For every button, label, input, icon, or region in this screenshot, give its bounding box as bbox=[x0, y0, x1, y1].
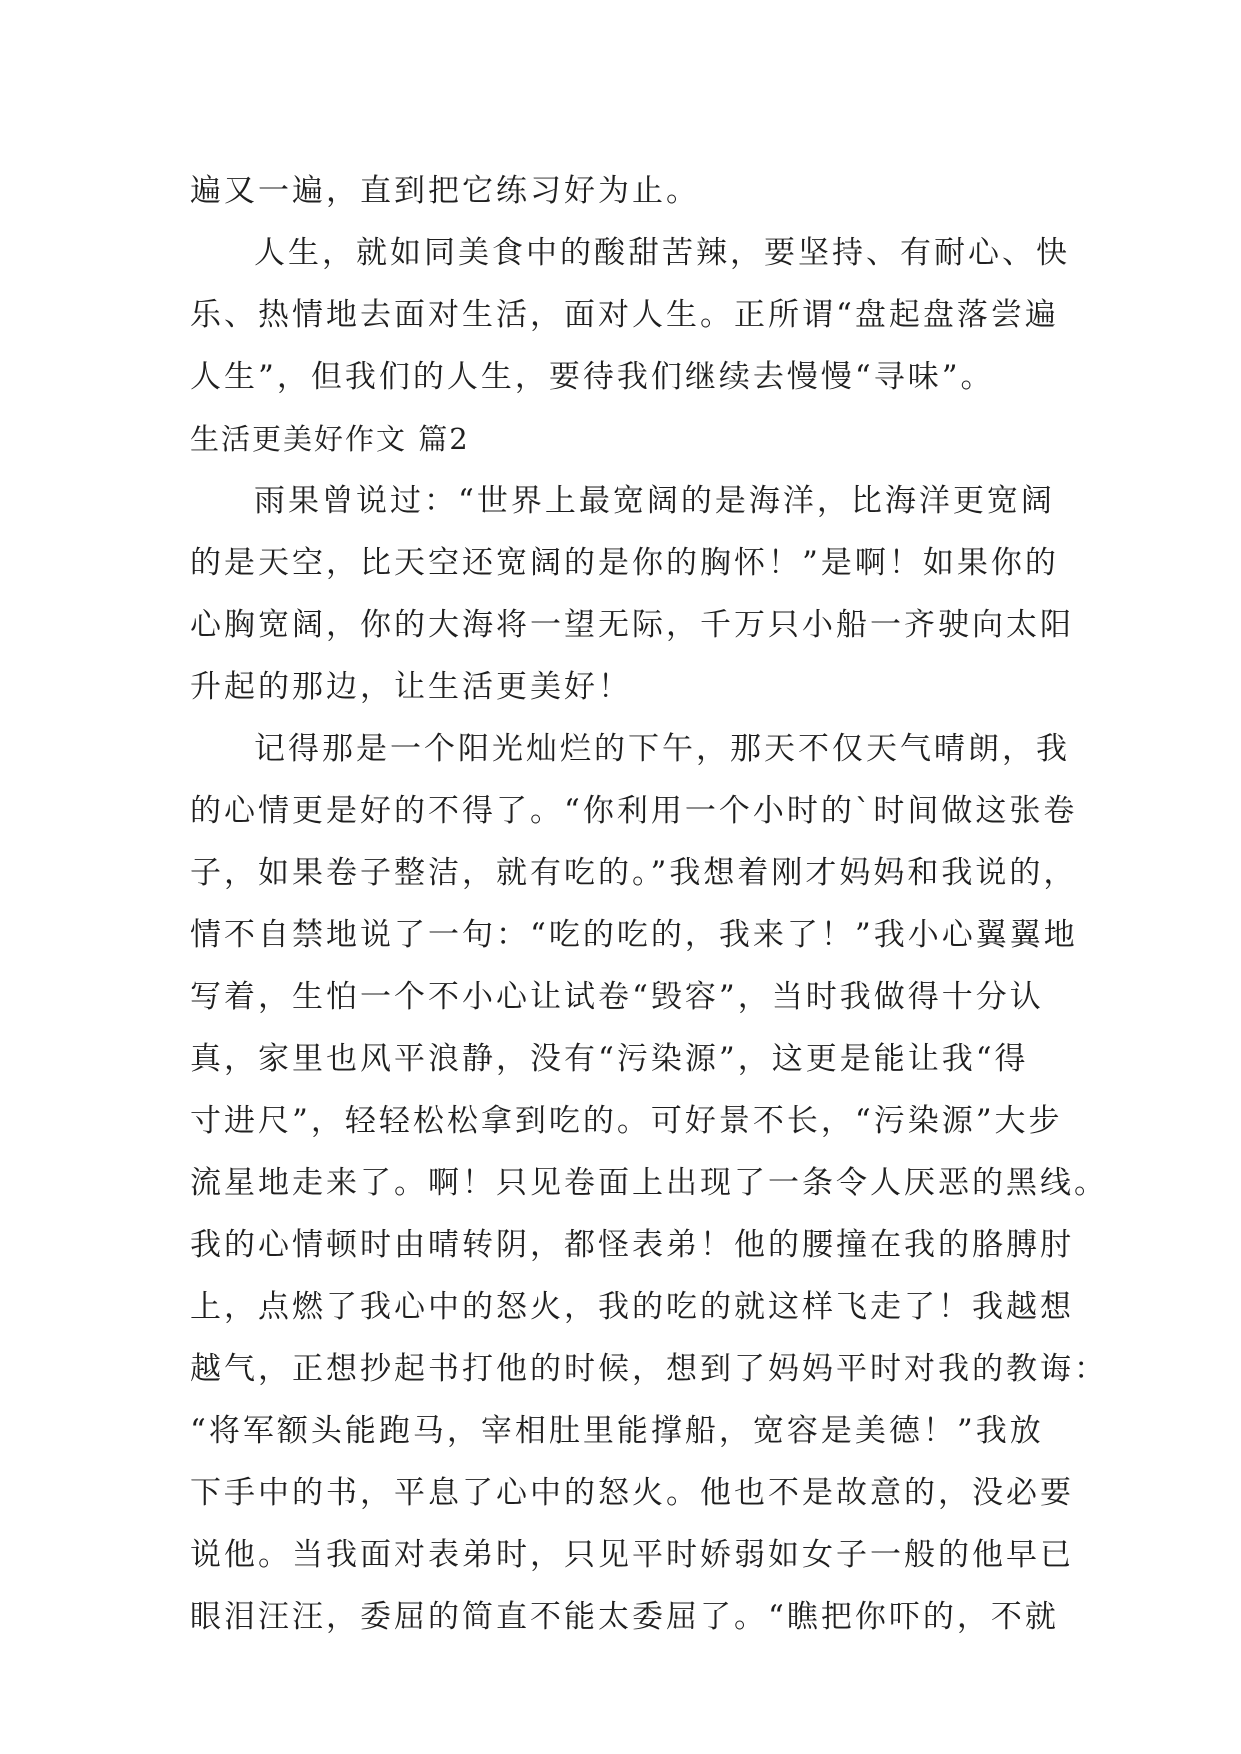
text-line: 雨果曾说过：“世界上最宽阔的是海洋，比海洋更宽阔 bbox=[254, 483, 1055, 519]
text-line: 我的心情顿时由晴转阴，都怪表弟！他的腰撞在我的胳膊肘 bbox=[190, 1227, 1074, 1263]
text-line: 心胸宽阔，你的大海将一望无际，千万只小船一齐驶向太阳 bbox=[190, 607, 1074, 643]
text-line: 流星地走来了。啊！只见卷面上出现了一条令人厌恶的黑线。 bbox=[190, 1165, 1108, 1201]
text-line: 人生”，但我们的人生，要待我们继续去慢慢“寻味”。 bbox=[190, 359, 995, 395]
text-line: 的心情更是好的不得了。“你利用一个小时的`时间做这张卷 bbox=[190, 793, 1078, 829]
text-line: 升起的那边，让生活更美好！ bbox=[190, 669, 632, 705]
text-line: 情不自禁地说了一句：“吃的吃的，我来了！”我小心翼翼地 bbox=[190, 917, 1078, 953]
text-line: 眼泪汪汪，委屈的简直不能太委屈了。“瞧把你吓的，不就 bbox=[190, 1599, 1059, 1635]
text-line: 的是天空，比天空还宽阔的是你的胸怀！”是啊！如果你的 bbox=[190, 545, 1059, 581]
text-line: 寸进尺”，轻轻松松拿到吃的。可好景不长，“污染源”大步 bbox=[190, 1103, 1063, 1139]
text-line: “将军额头能跑马，宰相肚里能撑船，宽容是美德！”我放 bbox=[190, 1413, 1044, 1449]
text-line: 真，家里也风平浪静，没有“污染源”，这更是能让我“得 bbox=[190, 1041, 1029, 1077]
text-line: 乐、热情地去面对生活，面对人生。正所谓“盘起盘落尝遍 bbox=[190, 297, 1059, 333]
text-line: 越气，正想抄起书打他的时候，想到了妈妈平时对我的教诲： bbox=[190, 1351, 1108, 1387]
text-line: 写着，生怕一个不小心让试卷“毁容”，当时我做得十分认 bbox=[190, 979, 1044, 1015]
document-body bbox=[190, 160, 1108, 1648]
text-line: 说他。当我面对表弟时，只见平时娇弱如女子一般的他早已 bbox=[190, 1537, 1074, 1573]
text-line: 下手中的书，平息了心中的怒火。他也不是故意的，没必要 bbox=[190, 1475, 1074, 1511]
text-line: 子，如果卷子整洁，就有吃的。”我想着刚才妈妈和我说的， bbox=[190, 855, 1078, 891]
text-line: 记得那是一个阳光灿烂的下午，那天不仅天气晴朗，我 bbox=[254, 731, 1070, 767]
text-line: 上，点燃了我心中的怒火，我的吃的就这样飞走了！我越想 bbox=[190, 1289, 1074, 1325]
text-line: 遍又一遍，直到把它练习好为止。 bbox=[190, 173, 700, 209]
text-line: 人生，就如同美食中的酸甜苦辣，要坚持、有耐心、快 bbox=[254, 235, 1070, 271]
section-heading: 生活更美好作文 篇2 bbox=[190, 422, 470, 456]
